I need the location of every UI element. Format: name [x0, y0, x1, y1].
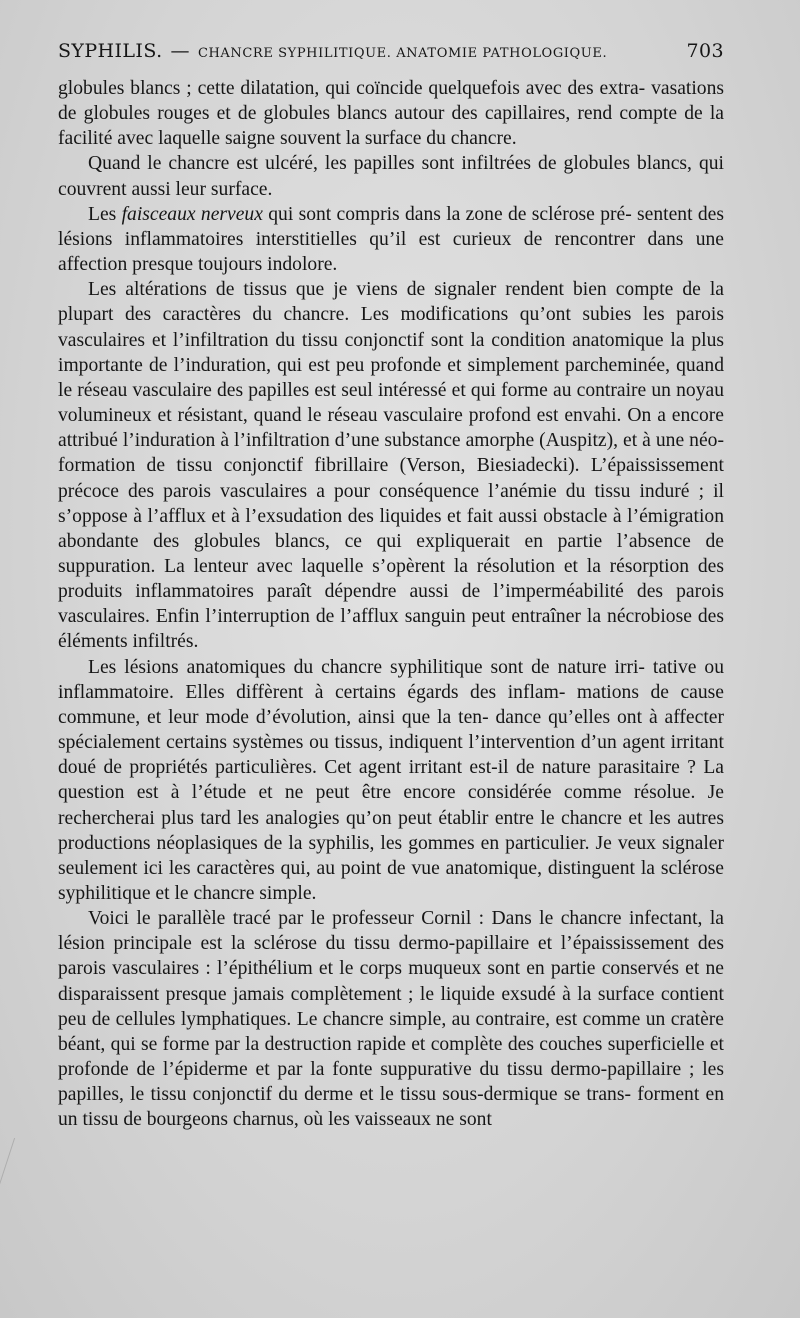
paragraph: Les altérations de tissus que je viens de signaler rendent bien compte de la plupart des caractères du chancre. Les modifications qu’ont subies les parois vasculaires et l’infiltration du tissu conjonctif sont la condition anatomique la plus importante de l’induration, qui est peu profonde et simplement parcheminée, quand le réseau vasculaire des papilles est seul intéressé et qui forme au contraire un noyau volumineux et résistant, quand le réseau vasculaire profond est envahi. On a encore attribué l’induration à l’infiltration d’une substance amorphe (Auspitz), et à une néo-formation de tissu conjonctif fibrillaire (Verson, Biesiadecki). L’épaississement précoce des parois vasculaires a pour conséquence l’anémie du tissu induré ; il s’oppose à l’afflux et à l’exsudation des liquides et fait aussi obstacle à l’émigration abondante des globules blancs, ce qui expliquerait en partie l’absence de suppuration. La lenteur avec laquelle s’opèrent la résolution et la résorption des produits inflammatoires paraît dépendre aussi de l’imperméabilité des parois vasculaires. Enfin l’interruption de l’afflux sanguin peut entraîner la nécrobiose des éléments infiltrés. — [58, 279, 724, 653]
running-header — [58, 40, 724, 74]
header-subtitle: CHANCRE SYPHILITIQUE. ANATOMIE PATHOLOGIQUE. — [197, 46, 608, 61]
paragraph: Les lésions anatomiques du chancre syphilitique sont de nature irri- tative ou inflammatoire. Elles diffèrent à certains égards des inflam- mations de cause commune, et leur mode d’évolution, ainsi que la ten- dance qu’elles ont à affecter spécialement certains systèmes ou tissus, indiquent l’intervention d’un agent irritant doué de propriétés particulières. Cet agent irritant est-il de nature parasitaire ? La question est à l’étude et ne peut être encore considérée comme résolue. Je rechercherai plus tard les analogies qu’on peut établir entre le chancre et les autres productions néoplasiques de la syphilis, les gommes en particulier. Je veux signaler seulement ici les caractères qui, au point de vue anatomique, distinguent la sclérose syphilitique et le chancre simple. — [58, 656, 724, 904]
header-dash: — — [170, 40, 190, 62]
running-title — [58, 40, 607, 62]
paragraph — [58, 202, 724, 277]
paragraph: Quand le chancre est ulcéré, les papilles sont infiltrées de globules blancs, qui couvrent aussi leur surface. — [58, 153, 724, 200]
paragraph: Voici le parallèle tracé par le professeur Cornil : Dans le chancre infectant, la lésion principale est la sclérose du tissu dermo-papillaire et l’épaississement des parois vasculaires : l’épithélium et le corps muqueux sont en partie conservés et ne disparaissent presque jamais complètement ; le liquide exsudé à la surface contient peu de cellules lymphatiques. Le chancre simple, au contraire, est comme un cratère béant, qui se forme par la destruction rapide et complète des couches superficielle et profonde de l’épiderme et par la fonte suppurative du tissu dermo-papillaire ; les papilles, le tissu conjonctif du derme et le tissu sous-dermique se trans- forment en un tissu de bourgeons charnus, où les vaisseaux ne sont — [58, 908, 724, 1131]
paragraph-continuation: globules blancs ; cette dilatation, qui coïncide quelquefois avec des extra- vasations de globules rouges et de globules blancs autour des capillaires, rend compte de la facilité avec laquelle saigne souvent la surface du chancre. — [58, 78, 724, 150]
margin-pencil-mark — [0, 1138, 29, 1188]
page-number: 703 — [686, 40, 724, 62]
book-page — [58, 40, 724, 1133]
emphasis-text: faisceaux nerveux — [121, 203, 263, 225]
paragraph-text: Les — [88, 203, 122, 225]
header-title: SYPHILIS. — [58, 40, 163, 62]
body-text — [58, 76, 724, 1133]
paragraph-text: qui sont compris dans la zone de sclérose pré- sentent des lésions inflammatoires interstitielles qu’il est curieux de rencontrer dans une affection presque toujours indolore. — [58, 203, 724, 276]
